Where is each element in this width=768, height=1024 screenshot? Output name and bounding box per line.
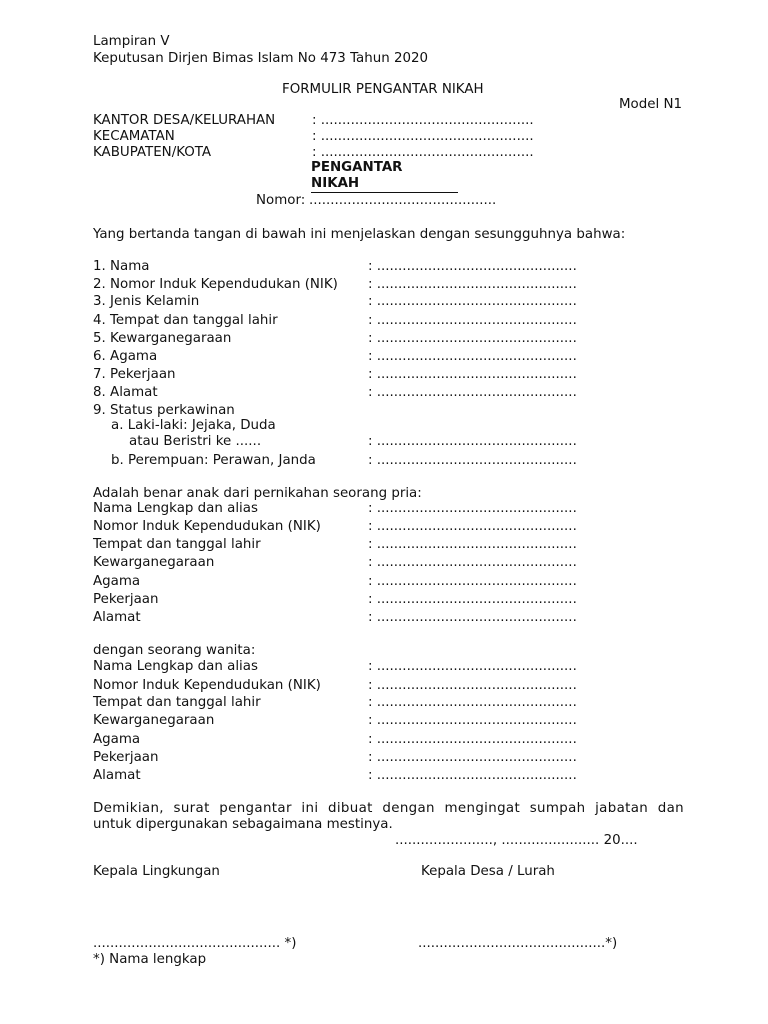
field-dots: : ............................................... [368,732,577,747]
doc-title-line2: NIKAH [311,175,458,193]
field-label: Nama Lengkap dan alias [93,659,258,674]
status-a-line1: a. Laki-laki: Jejaka, Duda [111,418,276,433]
field-dots: : ............................................... [368,555,577,570]
field-label: Alamat [93,610,141,625]
decree-reference: Keputusan Dirjen Bimas Islam No 473 Tahun 2020 [93,51,429,66]
field-label: 8. Alamat [93,385,158,400]
closing-line1: Demikian, surat pengantar ini dibuat dengan mengingat sumpah jabatan dan [93,801,684,816]
field-label: Agama [93,574,141,589]
field-dots: : ............................................... [368,453,577,468]
field-label: 5. Kewarganegaraan [93,331,232,346]
field-label: Agama [93,732,141,747]
field-label: 2. Nomor Induk Kependudukan (NIK) [93,277,338,292]
field-dots: : ............................................... [368,592,577,607]
field-label: Pekerjaan [93,592,159,607]
field-dots: : ............................................... [368,695,577,710]
status-b: b. Perempuan: Perawan, Janda [111,453,316,468]
father-intro: Adalah benar anak dari pernikahan seorang pria: [93,486,422,501]
field-dots: : ............................................... [368,294,577,309]
field-label: 7. Pekerjaan [93,367,176,382]
doc-title-line1: PENGANTAR [311,160,403,175]
field-label: 3. Jenis Kelamin [93,294,200,309]
field-dots: : ............................................... [368,519,577,534]
signature-right-line: ............................................*) [418,936,618,951]
status-label: 9. Status perkawinan [93,403,235,418]
field-label: Nomor Induk Kependudukan (NIK) [93,678,321,693]
field-dots: : ............................................... [368,313,577,328]
field-dots: : ............................................... [368,385,577,400]
model-label: Model N1 [619,97,682,112]
intro-text: Yang bertanda tangan di bawah ini menjelaskan dengan sesungguhnya bahwa: [93,227,626,242]
field-label: Tempat dan tanggal lahir [93,695,261,710]
field-dots: : ............................................... [368,501,577,516]
field-dots: : ............................................... [368,434,577,449]
field-label: 6. Agama [93,349,158,364]
field-label: Kewarganegaraan [93,555,215,570]
nomor-label: Nomor: [256,193,306,208]
office-kecamatan-value: : .................................................. [312,129,534,144]
office-desa-value: : .................................................. [312,113,534,128]
field-dots: : ............................................... [368,678,577,693]
field-dots: : ............................................... [368,277,577,292]
footnote: *) Nama lengkap [93,952,207,967]
office-kabupaten-value: : .................................................. [312,145,534,160]
office-desa-label: KANTOR DESA/KELURAHAN [93,113,276,128]
field-label: 4. Tempat dan tanggal lahir [93,313,278,328]
signer-left-title: Kepala Lingkungan [93,864,220,879]
field-dots: : ............................................... [368,768,577,783]
field-label: 1. Nama [93,259,150,274]
field-label: Pekerjaan [93,750,159,765]
office-kecamatan-label: KECAMATAN [93,129,175,144]
field-dots: : ............................................... [368,574,577,589]
signer-right-title: Kepala Desa / Lurah [421,864,555,879]
field-dots: : ............................................... [368,610,577,625]
field-label: Nama Lengkap dan alias [93,501,258,516]
field-label: Kewarganegaraan [93,713,215,728]
form-title: FORMULIR PENGANTAR NIKAH [282,82,484,97]
field-dots: : ............................................... [368,537,577,552]
closing-line2: untuk dipergunakan sebagaimana mestinya. [93,817,393,832]
field-dots: : ............................................... [368,713,577,728]
field-dots: : ............................................... [368,259,577,274]
field-dots: : ............................................... [368,750,577,765]
field-label: Alamat [93,768,141,783]
field-dots: : ............................................... [368,659,577,674]
lampiran-label: Lampiran V [93,34,170,49]
date-line: ......................., ....................... 20.... [395,833,638,848]
mother-intro: dengan seorang wanita: [93,643,256,658]
field-label: Nomor Induk Kependudukan (NIK) [93,519,321,534]
field-dots: : ............................................... [368,367,577,382]
field-label: Tempat dan tanggal lahir [93,537,261,552]
field-dots: : ............................................... [368,331,577,346]
signature-left-line: ............................................ *) [93,936,297,951]
office-kabupaten-label: KABUPATEN/KOTA [93,145,212,160]
nomor-value: ............................................ [309,193,497,208]
status-a-line2: atau Beristri ke ...... [129,434,262,449]
field-dots: : ............................................... [368,349,577,364]
